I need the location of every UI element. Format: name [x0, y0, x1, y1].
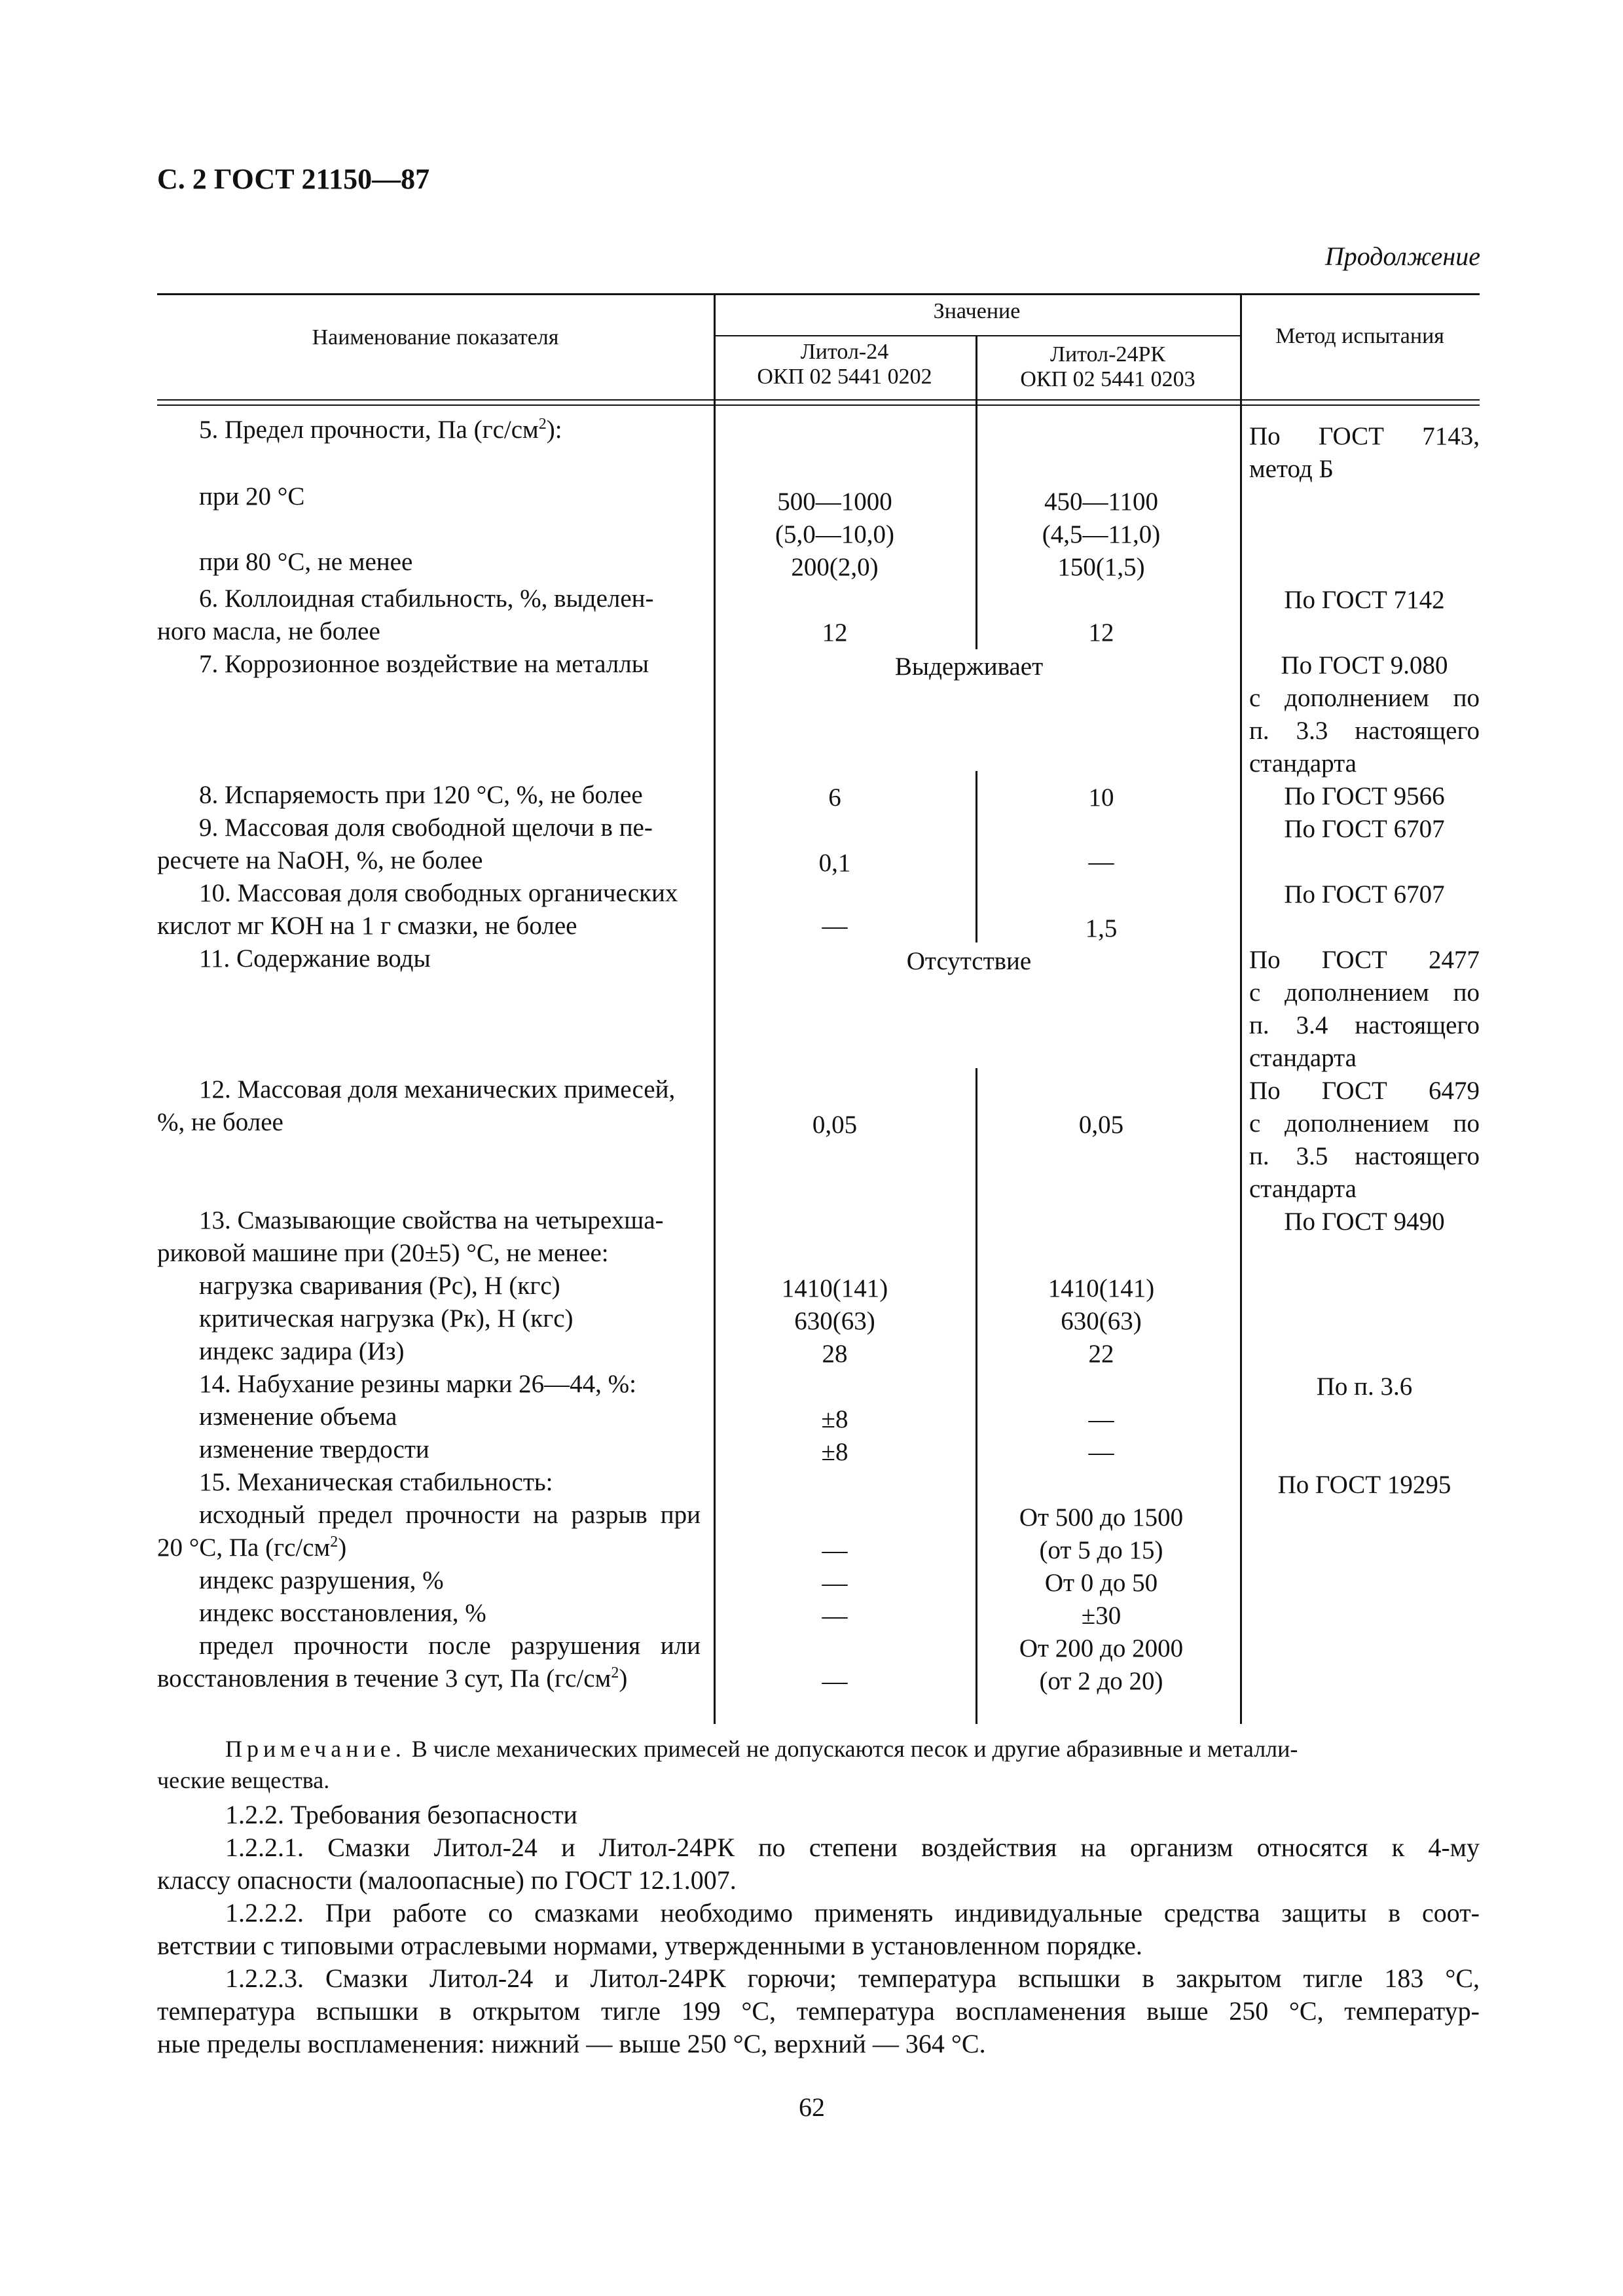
row14-sub1: изменение объема [199, 1403, 397, 1431]
row15-sub3: индекс восстановления, % [199, 1599, 486, 1627]
row11-method-2: с дополнением по [1249, 978, 1480, 1007]
subheader-litol24-name: Литол-24 [800, 340, 889, 364]
row10-method: По ГОСТ 6707 [1284, 880, 1445, 908]
page-number: 62 [799, 2092, 825, 2122]
row13-name-1: 13. Смазывающие свойства на четырехша- [199, 1206, 664, 1234]
table-note-line-2: ческие вещества. [157, 1767, 330, 1793]
row13-sub3-v2: 22 [1088, 1340, 1114, 1368]
row15-sub1-v2a: От 500 до 1500 [1019, 1503, 1184, 1532]
row5-v1a: 500—1000 [777, 488, 892, 516]
row12-method-4: стандарта [1249, 1175, 1357, 1203]
row15-sub1-2: 20 °С, Па $(гс/см^2)$ [157, 1534, 347, 1562]
row14-sub1-v2: — [1088, 1405, 1114, 1433]
row6-v2: 12 [1088, 619, 1114, 647]
paragraph-1-2-2-3-line-2: температура вспышки в открытом тигле 199 °С, температура воспламенения выше 250 °С, температур- [157, 1996, 1480, 2026]
row9-name-2: ресчете на NaOH, %, не более [157, 846, 483, 874]
row15-sub1-v2b: (от 5 до 15) [1039, 1536, 1163, 1564]
note-label: Примечание. [225, 1736, 406, 1762]
row5-sub1: при 20 °С [199, 482, 305, 511]
row15-sub4-1: предел прочности после разрушения или [199, 1632, 701, 1660]
paragraph-1-2-2-2-line-2: ветствии с типовыми отраслевыми нормами, утвержденными в установленном порядке. [157, 1931, 1142, 1960]
row5-name: 5. Предел прочности, Па $(гс/см^2)$: [199, 416, 562, 444]
row11-method-1: По ГОСТ 2477 [1249, 946, 1480, 974]
row7-method-2: с дополнением по [1249, 684, 1480, 712]
row14-sub2: изменение твердости [199, 1435, 429, 1463]
row14-sub1-v1: ±8 [821, 1405, 848, 1433]
row5-sub2: при 80 °С, не менее [199, 548, 413, 576]
row15-sub4-2: восстановления в течение 3 сут, Па $(гс/см^2)$ [157, 1664, 628, 1693]
row5-method-1: По ГОСТ 7143, [1249, 422, 1480, 450]
row12-method-2: с дополнением по [1249, 1109, 1480, 1138]
row12-name-2: %, не более [157, 1108, 283, 1136]
column-header-method: Метод испытания [1275, 324, 1444, 348]
row7-method-4: стандарта [1249, 749, 1357, 778]
row10-v2: 1,5 [1085, 914, 1118, 942]
row11-method-4: стандарта [1249, 1044, 1357, 1072]
row9-name-1: 9. Массовая доля свободной щелочи в пе- [199, 814, 653, 842]
row6-method: По ГОСТ 7142 [1284, 586, 1445, 614]
row5-v1b: (5,0—10,0) [775, 520, 894, 548]
row11-method-3: п. 3.4 настоящего [1249, 1011, 1480, 1039]
row14-name: 14. Набухание резины марки 26—44, %: [199, 1370, 636, 1398]
paragraph-1-2-2-3-line-1: 1.2.2.3. Смазки Литол-24 и Литол-24РК горючи; температура вспышки в закрытом тигле 183 °С, [225, 1964, 1480, 1993]
row5-v1c: 200(2,0) [791, 553, 879, 581]
row14-method: По п. 3.6 [1316, 1372, 1413, 1401]
table-divider-2-seg-c [976, 1068, 977, 1724]
row13-sub1: нагрузка сваривания (Рс), Н (кгс) [199, 1272, 560, 1300]
row12-v2: 0,05 [1078, 1111, 1124, 1139]
row13-sub2: критическая нагрузка (Рк), Н (кгс) [199, 1304, 574, 1333]
subheader-litol24rk-okp: ОКП 02 5441 0203 [1020, 367, 1195, 391]
paragraph-1-2-2-1-line-1: 1.2.2.1. Смазки Литол-24 и Литол-24РК по степени воздействия на организм относятся к 4-му [225, 1833, 1480, 1862]
row14-sub2-v2: — [1088, 1438, 1114, 1466]
row6-name-2: ного масла, не более [157, 617, 380, 645]
subheader-litol24-okp: ОКП 02 5441 0202 [757, 365, 932, 389]
row7-method-1: По ГОСТ 9.080 [1281, 651, 1448, 679]
table-divider-3 [1240, 293, 1242, 1724]
subheader-litol24rk-name: Литол-24РК [1049, 342, 1166, 367]
continuation-label: Продолжение [1324, 242, 1480, 271]
table-top-rule [157, 293, 1480, 295]
row12-method-1: По ГОСТ 6479 [1249, 1077, 1480, 1105]
row15-sub1-1: исходный предел прочности на разрыв при [199, 1501, 701, 1529]
row15-name: 15. Механическая стабильность: [199, 1468, 553, 1496]
row13-method: По ГОСТ 9490 [1284, 1208, 1445, 1236]
row10-name-2: кислот мг КОН на 1 г смазки, не более [157, 912, 577, 940]
section-heading-1-2-2: 1.2.2. Требования безопасности [225, 1800, 577, 1829]
row13-sub2-v1: 630(63) [794, 1307, 875, 1335]
header-bottom-rule-1 [157, 399, 1480, 401]
row13-sub2-v2: 630(63) [1061, 1307, 1142, 1335]
table-note-line-1: Примечание. В числе механических примесей не допускаются песок и другие абразивные и металли- [225, 1736, 1298, 1762]
row13-name-2: риковой машине при (20±5) °С, не менее: [157, 1239, 609, 1267]
row5-method-2: метод Б [1249, 455, 1334, 483]
page-ref-header: С. 2 ГОСТ 21150—87 [157, 163, 430, 195]
row7-name: 7. Коррозионное воздействие на металлы [199, 650, 649, 678]
row12-method-3: п. 3.5 настоящего [1249, 1142, 1480, 1170]
paragraph-1-2-2-2-line-1: 1.2.2.2. При работе со смазками необходимо применять индивидуальные средства защиты в соот- [225, 1898, 1480, 1928]
row5-v2c: 150(1,5) [1057, 553, 1145, 581]
row8-v1: 6 [828, 783, 841, 812]
row8-name: 8. Испаряемость при 120 °С, %, не более [199, 781, 643, 809]
row9-v1: 0,1 [818, 849, 851, 877]
row9-v2: — [1088, 848, 1114, 876]
row15-sub1-v1: — [822, 1536, 848, 1564]
column-header-value: Значение [933, 299, 1021, 323]
row8-method: По ГОСТ 9566 [1284, 782, 1445, 810]
row13-sub3: индекс задира (Из) [199, 1337, 405, 1365]
row15-sub3-v2: ±30 [1081, 1602, 1122, 1630]
row12-name-1: 12. Массовая доля механических примесей, [199, 1075, 676, 1103]
column-header-name: Наименование показателя [312, 325, 559, 350]
row15-sub4-v2b: (от 2 до 20) [1039, 1667, 1163, 1695]
paragraph-1-2-2-3-line-3: ные пределы воспламенения: нижний — выше 250 °С, верхний — 364 °С. [157, 2029, 986, 2058]
row6-name-1: 6. Коллоидная стабильность, %, выделен- [199, 584, 654, 613]
row7-method-3: п. 3.3 настоящего [1249, 717, 1480, 745]
row13-sub1-v2: 1410(141) [1048, 1274, 1155, 1302]
row15-sub4-v2a: От 200 до 2000 [1019, 1634, 1184, 1662]
row9-method: По ГОСТ 6707 [1284, 815, 1445, 843]
row8-v2: 10 [1088, 783, 1114, 812]
row11-name: 11. Содержание воды [199, 944, 431, 973]
row13-sub3-v1: 28 [822, 1340, 848, 1368]
row10-v1: — [822, 912, 848, 940]
row15-sub2-v2: От 0 до 50 [1044, 1569, 1158, 1597]
row6-v1: 12 [822, 619, 848, 647]
row12-v1: 0,05 [812, 1111, 858, 1139]
row14-sub2-v1: ±8 [821, 1438, 848, 1466]
table-divider-2-seg-b [976, 771, 977, 942]
row13-sub1-v1: 1410(141) [781, 1274, 888, 1302]
row5-v2b: (4,5—11,0) [1042, 520, 1161, 548]
row7-value: Выдерживает [894, 653, 1044, 681]
row11-value: Отсутствие [906, 947, 1032, 975]
row15-sub4-v1: — [822, 1667, 848, 1695]
row15-sub3-v1: — [822, 1602, 848, 1630]
row5-v2a: 450—1100 [1044, 488, 1159, 516]
header-bottom-rule-2 [157, 404, 1480, 406]
paragraph-1-2-2-1-line-2: классу опасности (малоопасные) по ГОСТ 12.1.007. [157, 1865, 737, 1895]
row15-method: По ГОСТ 19295 [1277, 1471, 1451, 1499]
row15-sub2-v1: — [822, 1569, 848, 1597]
row10-name-1: 10. Массовая доля свободных органических [199, 879, 678, 907]
row15-sub2: индекс разрушения, % [199, 1566, 444, 1594]
